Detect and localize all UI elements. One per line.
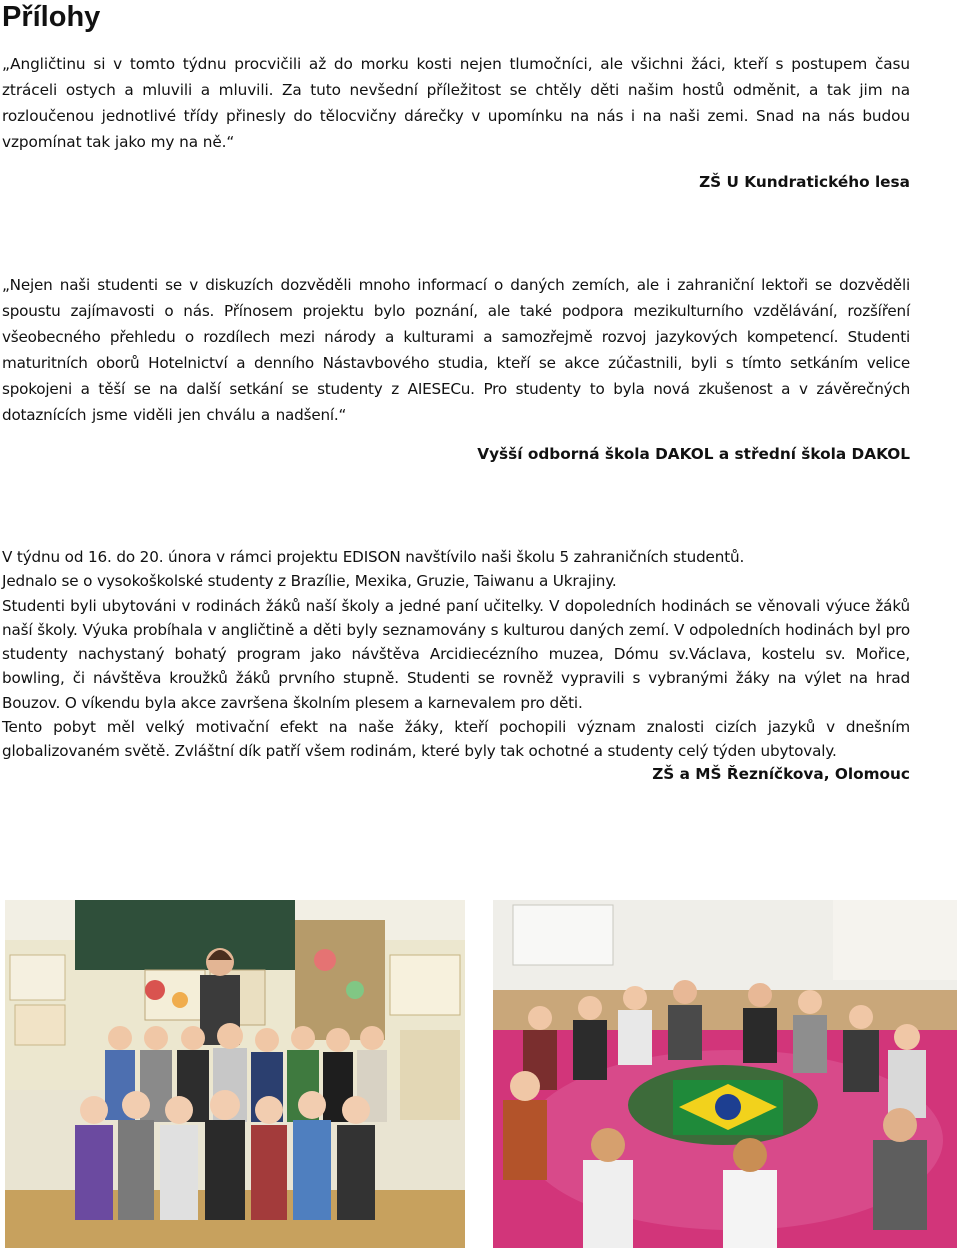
class-group-photo bbox=[5, 900, 465, 1248]
report-3-line-2: Jednalo se o vysokoškolské studenty z Brazílie, Mexika, Gruzie, Taiwanu a Ukrajiny. bbox=[2, 572, 617, 591]
students-circle-photo bbox=[493, 900, 957, 1248]
page-title: Přílohy bbox=[2, 1, 101, 33]
report-3 bbox=[2, 545, 910, 764]
brazil-flag-icon bbox=[673, 1080, 783, 1135]
report-3-line-1: V týdnu od 16. do 20. února v rámci projektu EDISON navštívilo naši školu 5 zahraničních studentů. bbox=[2, 548, 745, 566]
class-group-photo-image bbox=[5, 900, 465, 1248]
students-circle-photo-image bbox=[493, 900, 957, 1248]
report-3-paragraph-1: Studenti byli ubytováni v rodinách žáků naší školy a jedné paní učitelky. V dopoledních hodinách se věnovali výuce žáků naší školy. Výuka probíhala v angličtině a děti byly seznamovány s kulturou daných zemí. V odpoledních hodinách byl pro studenty nachystaný bohatý program jako návštěva Arcidiecézního muzea, Dómu sv.Václava, kostelu sv. Mořice, bowling, či návštěva kroužků žáků prvního stupně. Studenti se rovněž vypravili s vybranými žáky na výlet na hrad Bouzov. O víkendu byla akce završena školním plesem a karnevalem pro děti. bbox=[2, 596, 910, 712]
testimonial-1-signature: ZŠ U Kundratického lesa bbox=[699, 173, 910, 191]
testimonial-2-signature: Vyšší odborná škola DAKOL a střední škola DAKOL bbox=[477, 445, 910, 463]
testimonial-1-text: „Angličtinu si v tomto týdnu procvičili až do morku kosti nejen tlumočníci, ale všichni žáci, kteří s postupem času ztráceli ostych a mluvili a mluvili. Za tuto nevšední příležitost se chtěly děti našim hostů odměnit, a tak jim na rozloučenou jednotlivé třídy přinesly do tělocvičny dárečky v upomínku na nás i na naši zemi. Snad na nás budou vzpomínat tak jako my na ně.“ bbox=[2, 55, 910, 151]
testimonial-2-text: „Nejen naši studenti se v diskuzích dozvěděli mnoho informací o daných zemích, ale i zahraniční lektoři se dozvěděli spoustu zajímavosti o nás. Přínosem projektu bylo poznání, ale také podpora mezikulturního vzdělávání, rozšíření všeobecného přehledu o rozdílech mezi národy a kulturami a samozřejmě rozvoj jazykových kompetencí. Studenti maturitních oborů Hotelnictví a denního Nástavbového studia, kteří se akce zúčastnili, byli s tímto setkáním velice spokojeni a těší se na další setkání se studenty z AIESECu. Pro studenty to byla nová zkušenost a v závěrečných dotaznících jsme viděli jen chválu a nadšení.“ bbox=[2, 276, 910, 424]
report-3-signature: ZŠ a MŠ Řezníčkova, Olomouc bbox=[652, 765, 910, 783]
report-3-paragraph-2: Tento pobyt měl velký motivační efekt na naše žáky, kteří pochopili význam znalosti cizích jazyků v dnešním globalizovaném světě. Zvláštní dík patří všem rodinám, které byly tak ochotné a studenty celý týden ubytovaly. bbox=[2, 718, 910, 761]
